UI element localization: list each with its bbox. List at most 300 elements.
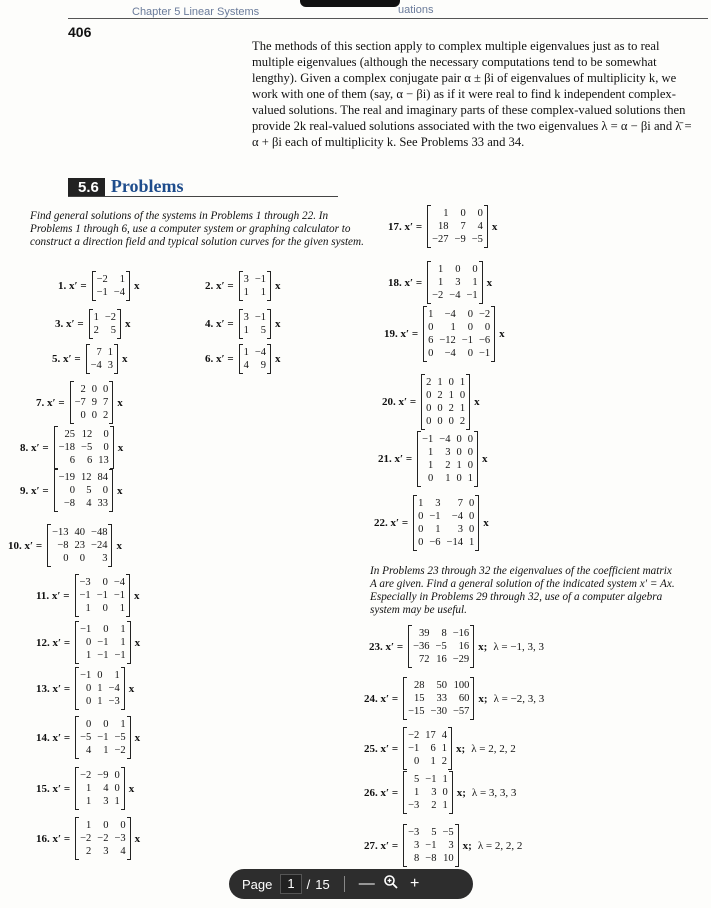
section-heading [68, 176, 184, 197]
coefficient-matrix [413, 496, 479, 550]
matrix-entry: −1 [429, 511, 441, 522]
matrix-entry: 0 [114, 783, 120, 794]
matrix-entry: −4 [108, 683, 120, 694]
matrix-entry: 0 [86, 719, 92, 730]
matrix-entry: 0 [467, 434, 473, 445]
matrix-entry: 3 [103, 846, 109, 857]
eigenvalues: λ = 2, 2, 2 [471, 742, 516, 755]
coefficient-matrix [403, 772, 453, 813]
matrix-entry: 2 [437, 390, 443, 401]
matrix-entry: 1 [437, 377, 443, 388]
matrix-entry: 0 [455, 264, 461, 275]
matrix-entry: 0 [418, 524, 424, 535]
matrix-entry: 2 [431, 800, 437, 811]
problem-label: 6. x′ = [205, 353, 234, 365]
coefficient-matrix [403, 728, 452, 769]
matrix-entry: −5 [114, 732, 126, 743]
matrix-entry: 0 [97, 670, 103, 681]
matrix-entry: −2 [80, 770, 92, 781]
matrix-entry: 1 [418, 498, 424, 509]
problem-13 [36, 668, 134, 709]
matrix-entry: −1 [422, 434, 434, 445]
problem-label: 10. x′ = [8, 539, 43, 552]
matrix-entry: 33 [436, 693, 447, 704]
matrix-entry: 40 [74, 527, 86, 538]
running-header-right: uations [398, 4, 434, 16]
matrix-entry: 1 [97, 696, 103, 707]
problem-6 [205, 345, 281, 373]
matrix-entry: 1 [103, 745, 109, 756]
matrix-entry: 1 [441, 743, 448, 754]
eigenvalues: λ = 3, 3, 3 [471, 786, 517, 799]
matrix-entry: 0 [426, 403, 432, 414]
matrix-entry: −1 [461, 335, 473, 346]
matrix-entry: 1 [120, 719, 126, 730]
matrix-entry: 1 [120, 637, 126, 648]
problem-22 [374, 496, 489, 550]
matrix-entry: −1 [96, 590, 108, 601]
page-separator: / [306, 876, 311, 892]
matrix-entry: 25 [64, 429, 76, 440]
matrix-entry: 0 [456, 434, 462, 445]
matrix-entry: 0 [69, 485, 76, 496]
matrix-entry: 4 [243, 360, 249, 371]
matrix-entry: −1 [408, 743, 420, 754]
matrix-entry: 4 [477, 221, 483, 232]
matrix-entry: 33 [97, 498, 109, 509]
matrix-entry: 0 [459, 390, 466, 401]
matrix-entry: −6 [478, 335, 491, 346]
matrix-entry: 1 [467, 473, 473, 484]
matrix-entry: 0 [103, 442, 109, 453]
matrix-entry: 1 [459, 377, 466, 388]
matrix-entry: 1 [243, 287, 249, 298]
matrix-entry: −7 [74, 397, 86, 408]
matrix-entry: 0 [428, 473, 434, 484]
matrix-entry: 1 [85, 603, 91, 614]
matrix-entry: −27 [432, 234, 449, 245]
vector-x: x; [478, 640, 488, 653]
matrix-entry: 0 [426, 390, 432, 401]
problem-19 [384, 307, 505, 361]
matrix-entry: −1 [96, 287, 108, 298]
matrix-entry: 3 [107, 360, 114, 371]
matrix-entry: 100 [453, 680, 470, 691]
matrix-entry: 8 [414, 853, 420, 864]
matrix-entry: 7 [96, 347, 102, 358]
matrix-entry: 0 [460, 208, 466, 219]
matrix-entry: 0 [472, 264, 478, 275]
vector-x: x [481, 453, 488, 465]
matrix-entry: 0 [467, 309, 473, 320]
matrix-entry: 0 [114, 770, 120, 781]
matrix-entry: −5 [81, 442, 93, 453]
matrix-entry: −8 [425, 853, 437, 864]
matrix-entry: −2 [96, 274, 108, 285]
matrix-entry: 1 [445, 473, 451, 484]
matrix-entry: −5 [435, 641, 447, 652]
matrix-entry: −30 [430, 706, 447, 717]
matrix-entry: −1 [97, 732, 109, 743]
problem-14 [36, 717, 140, 758]
problem-4 [205, 310, 281, 338]
matrix-entry: 0 [86, 683, 92, 694]
matrix-entry: −36 [413, 641, 430, 652]
problem-21 [378, 432, 487, 486]
matrix-entry: 15 [414, 693, 425, 704]
matrix-entry: 1 [468, 537, 475, 548]
problem-label: 8. x′ = [20, 441, 49, 454]
matrix-entry: 1 [450, 322, 456, 333]
problem-label: 26. x′ = [364, 786, 399, 799]
matrix-entry: 3 [102, 553, 108, 564]
matrix-entry: 1 [86, 796, 92, 807]
problem-8 [20, 427, 123, 468]
top-toolbar-fragment [300, 0, 400, 7]
vector-x: x [486, 276, 493, 289]
vector-x: x [117, 441, 124, 454]
matrix-entry: 23 [74, 540, 86, 551]
matrix-entry: −5 [471, 234, 483, 245]
matrix-entry: 6 [86, 455, 93, 466]
matrix-entry: −4 [90, 360, 102, 371]
matrix-entry: −1 [425, 774, 437, 785]
vector-x: x [134, 832, 141, 845]
matrix-entry: 0 [428, 348, 434, 359]
matrix-entry: −48 [91, 527, 108, 538]
pdf-viewer-toolbar [229, 869, 473, 899]
matrix-entry: −1 [466, 290, 478, 301]
instructions-2: In Problems 23 through 32 the eigenvalues of the coefficient matrix A are given. Find a general solution of the indicated system x′ = Ax. Especially in Problems 29 through 32, use of a computer algebra system may be useful. [370, 565, 675, 616]
zoom-icon[interactable] [379, 874, 403, 895]
problem-label: 17. x′ = [388, 220, 423, 233]
matrix-entry: −24 [91, 540, 108, 551]
matrix-entry: 2 [426, 377, 432, 388]
matrix-entry: −4 [439, 434, 451, 445]
section-rule [68, 196, 338, 197]
problem-label: 27. x′ = [364, 839, 399, 852]
vector-x: x [491, 220, 498, 233]
matrix-entry: 1 [428, 447, 434, 458]
vector-x: x [128, 682, 135, 695]
matrix-entry: 18 [438, 221, 449, 232]
matrix-entry: −4 [449, 290, 461, 301]
matrix-entry: −2 [408, 730, 420, 741]
matrix-entry: −8 [63, 498, 76, 509]
vector-x: x [134, 636, 141, 649]
coefficient-matrix [403, 825, 459, 866]
matrix-entry: 2 [441, 756, 448, 767]
matrix-entry: 16 [458, 641, 470, 652]
matrix-entry: 1 [86, 820, 92, 831]
zoom-out-button[interactable]: — [358, 875, 375, 892]
matrix-entry: 1 [119, 274, 125, 285]
matrix-entry: 0 [456, 473, 462, 484]
matrix-entry: 4 [441, 730, 448, 741]
problem-label: 13. x′ = [36, 682, 71, 695]
matrix-entry: 1 [459, 403, 466, 414]
matrix-entry: 1 [243, 325, 249, 336]
problem-24 [364, 678, 544, 719]
matrix-entry: −1 [425, 840, 437, 851]
matrix-entry: −4 [451, 511, 463, 522]
matrix-entry: −14 [446, 537, 463, 548]
matrix-entry: 3 [243, 274, 249, 285]
problem-3 [55, 310, 131, 338]
matrix-entry: −8 [57, 540, 69, 551]
matrix-entry: 0 [437, 403, 443, 414]
matrix-entry: −13 [52, 527, 69, 538]
matrix-entry: 0 [103, 384, 109, 395]
problem-label: 25. x′ = [364, 742, 399, 755]
matrix-entry: 1 [114, 796, 120, 807]
matrix-entry: 0 [477, 208, 483, 219]
matrix-entry: 0 [103, 719, 109, 730]
matrix-entry: 2 [86, 846, 92, 857]
problem-15 [36, 768, 134, 809]
matrix-entry: −5 [80, 732, 92, 743]
matrix-entry: −3 [408, 827, 420, 838]
matrix-entry: −2 [97, 833, 109, 844]
matrix-entry: 0 [91, 384, 98, 395]
matrix-entry: 1 [428, 309, 434, 320]
zoom-in-button[interactable]: + [410, 875, 420, 892]
vector-x: x [483, 517, 489, 529]
matrix-entry: −5 [442, 827, 454, 838]
matrix-entry: 0 [80, 410, 86, 421]
matrix-entry: 1 [435, 524, 441, 535]
matrix-entry: 1 [260, 287, 267, 298]
vector-x: x; [456, 742, 466, 755]
matrix-entry: 17 [425, 730, 436, 741]
problem-label: 11. x′ = [36, 589, 70, 602]
matrix-entry: −4 [444, 348, 456, 359]
vector-x: x [134, 731, 141, 744]
matrix-entry: 1 [119, 603, 126, 614]
vector-x: x [125, 318, 131, 330]
vector-x: x; [478, 692, 488, 705]
matrix-entry: 7 [460, 221, 466, 232]
matrix-entry: 2 [448, 403, 454, 414]
coefficient-matrix [408, 626, 474, 667]
matrix-entry: 0 [86, 696, 92, 707]
matrix-entry: −6 [429, 537, 441, 548]
matrix-entry: −4 [254, 347, 267, 358]
coefficient-matrix [54, 427, 114, 468]
matrix-entry: 7 [457, 498, 463, 509]
matrix-entry: 0 [102, 577, 108, 588]
instructions-1: Find general solutions of the systems in Problems 1 through 22. In Problems 1 through 6, use a computer system or graphing calculator to construct a direction field and typical solution curves for the given system. [30, 210, 364, 248]
matrix-entry: 5 [260, 325, 267, 336]
matrix-entry: −3 [408, 800, 420, 811]
matrix-entry: −1 [114, 650, 126, 661]
vector-x: x [275, 353, 281, 365]
problem-label: 2. x′ = [205, 280, 234, 292]
vector-x: x [275, 318, 281, 330]
coefficient-matrix [47, 525, 112, 566]
matrix-entry: 5 [431, 827, 437, 838]
problem-label: 23. x′ = [369, 640, 404, 653]
matrix-entry: 3 [457, 524, 463, 535]
matrix-entry: 0 [103, 820, 109, 831]
matrix-entry: −1 [254, 312, 267, 323]
matrix-entry: 1 [86, 650, 92, 661]
coefficient-matrix [239, 345, 271, 373]
current-page-input[interactable]: 1 [280, 874, 301, 894]
matrix-entry: 0 [91, 410, 98, 421]
matrix-entry: 0 [418, 537, 424, 548]
matrix-entry: −4 [113, 577, 126, 588]
matrix-entry: −2 [80, 833, 92, 844]
matrix-entry: 39 [419, 628, 430, 639]
problem-label: 9. x′ = [20, 484, 49, 497]
coefficient-matrix [427, 262, 483, 303]
problem-label: 4. x′ = [205, 318, 234, 330]
matrix-entry: 0 [467, 348, 473, 359]
matrix-entry: 6 [69, 455, 76, 466]
problem-label: 3. x′ = [55, 318, 84, 330]
matrix-entry: 2 [93, 325, 99, 336]
matrix-entry: −1 [80, 670, 92, 681]
matrix-entry: −57 [452, 706, 470, 717]
coefficient-matrix [54, 470, 113, 511]
matrix-entry: 0 [86, 637, 92, 648]
problem-9 [20, 470, 123, 511]
coefficient-matrix [75, 768, 125, 809]
problem-label: 21. x′ = [378, 453, 413, 465]
matrix-entry: 9 [91, 397, 98, 408]
coefficient-matrix [75, 622, 131, 663]
matrix-entry: 1 [97, 683, 103, 694]
matrix-entry: 1 [93, 312, 99, 323]
matrix-entry: 2 [445, 460, 451, 471]
matrix-entry: −1 [97, 650, 109, 661]
coefficient-matrix [239, 310, 271, 338]
matrix-entry: 84 [97, 472, 109, 483]
problem-2 [205, 272, 281, 300]
coefficient-matrix [75, 668, 125, 709]
matrix-entry: 16 [436, 654, 447, 665]
matrix-entry: 0 [484, 322, 491, 333]
vector-x: x [134, 589, 140, 602]
problem-20 [382, 375, 480, 429]
matrix-entry: 1 [120, 624, 126, 635]
matrix-entry: 2 [103, 410, 109, 421]
problem-label: 18. x′ = [388, 276, 423, 289]
header-rule [68, 18, 708, 19]
eigenvalues: λ = 2, 2, 2 [477, 839, 523, 852]
matrix-entry: 9 [260, 360, 267, 371]
matrix-entry: 3 [455, 277, 461, 288]
matrix-entry: 0 [468, 498, 475, 509]
matrix-entry: 0 [103, 624, 109, 635]
matrix-entry: 1 [472, 277, 478, 288]
problem-17 [388, 206, 497, 247]
problem-16 [36, 818, 140, 859]
matrix-entry: 1 [438, 264, 444, 275]
matrix-entry: −1 [80, 624, 92, 635]
coefficient-matrix [75, 717, 131, 758]
problem-label: 22. x′ = [374, 517, 409, 529]
vector-x: x [122, 353, 128, 365]
running-header-left: Chapter 5 Linear Systems [132, 6, 260, 18]
matrix-entry: −12 [439, 335, 456, 346]
matrix-entry: 0 [79, 553, 86, 564]
problem-10 [8, 525, 122, 566]
matrix-entry: −18 [58, 442, 76, 453]
problem-label: 5. x′ = [52, 353, 81, 365]
vector-x: x [117, 484, 123, 497]
matrix-entry: 50 [436, 680, 447, 691]
matrix-entry: −2 [432, 290, 444, 301]
matrix-entry: 1 [448, 390, 454, 401]
problem-5 [52, 345, 128, 373]
matrix-entry: 0 [418, 511, 424, 522]
matrix-entry: 28 [414, 680, 425, 691]
matrix-entry: −9 [97, 770, 109, 781]
problem-12 [36, 622, 140, 663]
matrix-entry: 7 [103, 397, 109, 408]
vector-x: x; [456, 786, 466, 799]
matrix-entry: −1 [113, 590, 126, 601]
matrix-entry: −2 [478, 309, 491, 320]
matrix-entry: 0 [63, 553, 69, 564]
matrix-entry: 4 [86, 745, 92, 756]
matrix-entry: 0 [468, 511, 475, 522]
matrix-entry: 0 [456, 447, 462, 458]
matrix-entry: −9 [454, 234, 466, 245]
coefficient-matrix [75, 818, 131, 859]
matrix-entry: 3 [414, 840, 420, 851]
matrix-entry: 3 [445, 447, 451, 458]
vector-x: x; [462, 839, 472, 852]
vector-x: x [499, 328, 505, 340]
matrix-entry: 0 [102, 603, 108, 614]
problem-11 [36, 575, 140, 616]
section-title: Problems [110, 176, 184, 196]
matrix-entry: 1 [428, 460, 434, 471]
matrix-entry: −19 [58, 472, 76, 483]
intro-paragraph: The methods of this section apply to complex multiple eigenvalues just as to real multiple eigenvalues (although the necessary computations tend to be somewhat lengthy). Given a complex conjugate pair α ± βi of eigenvalues of multiplicity k, we work with one of them (say, α − βi) as if it were real to find k independent complex-valued solutions. The real and imaginary parts of these complex-valued solutions then provide 2k real-valued solutions associated with the two eigenvalues λ = α − βi and λ̄ = α + βi each of multiplicity k. See Problems 33 and 34. [252, 39, 692, 149]
matrix-entry: 4 [86, 498, 92, 509]
matrix-entry: 0 [414, 756, 420, 767]
matrix-entry: −2 [104, 312, 117, 323]
matrix-entry: −3 [114, 833, 126, 844]
matrix-entry: 1 [456, 460, 462, 471]
matrix-entry: 1 [442, 800, 448, 811]
matrix-entry: −3 [108, 696, 120, 707]
vector-x: x [133, 280, 140, 292]
matrix-entry: −4 [113, 287, 125, 298]
matrix-entry: −1 [79, 590, 91, 601]
vector-x: x [117, 396, 123, 409]
coefficient-matrix [86, 345, 118, 373]
matrix-entry: 1 [86, 783, 92, 794]
matrix-entry: 0 [120, 820, 126, 831]
matrix-entry: 0 [468, 524, 475, 535]
matrix-entry: 1 [107, 347, 114, 358]
matrix-entry: 72 [419, 654, 430, 665]
page-label: Page [242, 876, 273, 892]
matrix-entry: −3 [79, 577, 91, 588]
matrix-entry: 3 [448, 840, 454, 851]
matrix-entry: 0 [428, 322, 434, 333]
matrix-entry: 10 [443, 853, 454, 864]
matrix-entry: 1 [438, 277, 444, 288]
matrix-entry: 1 [442, 774, 448, 785]
matrix-entry: −29 [452, 654, 470, 665]
problem-label: 14. x′ = [36, 731, 71, 744]
